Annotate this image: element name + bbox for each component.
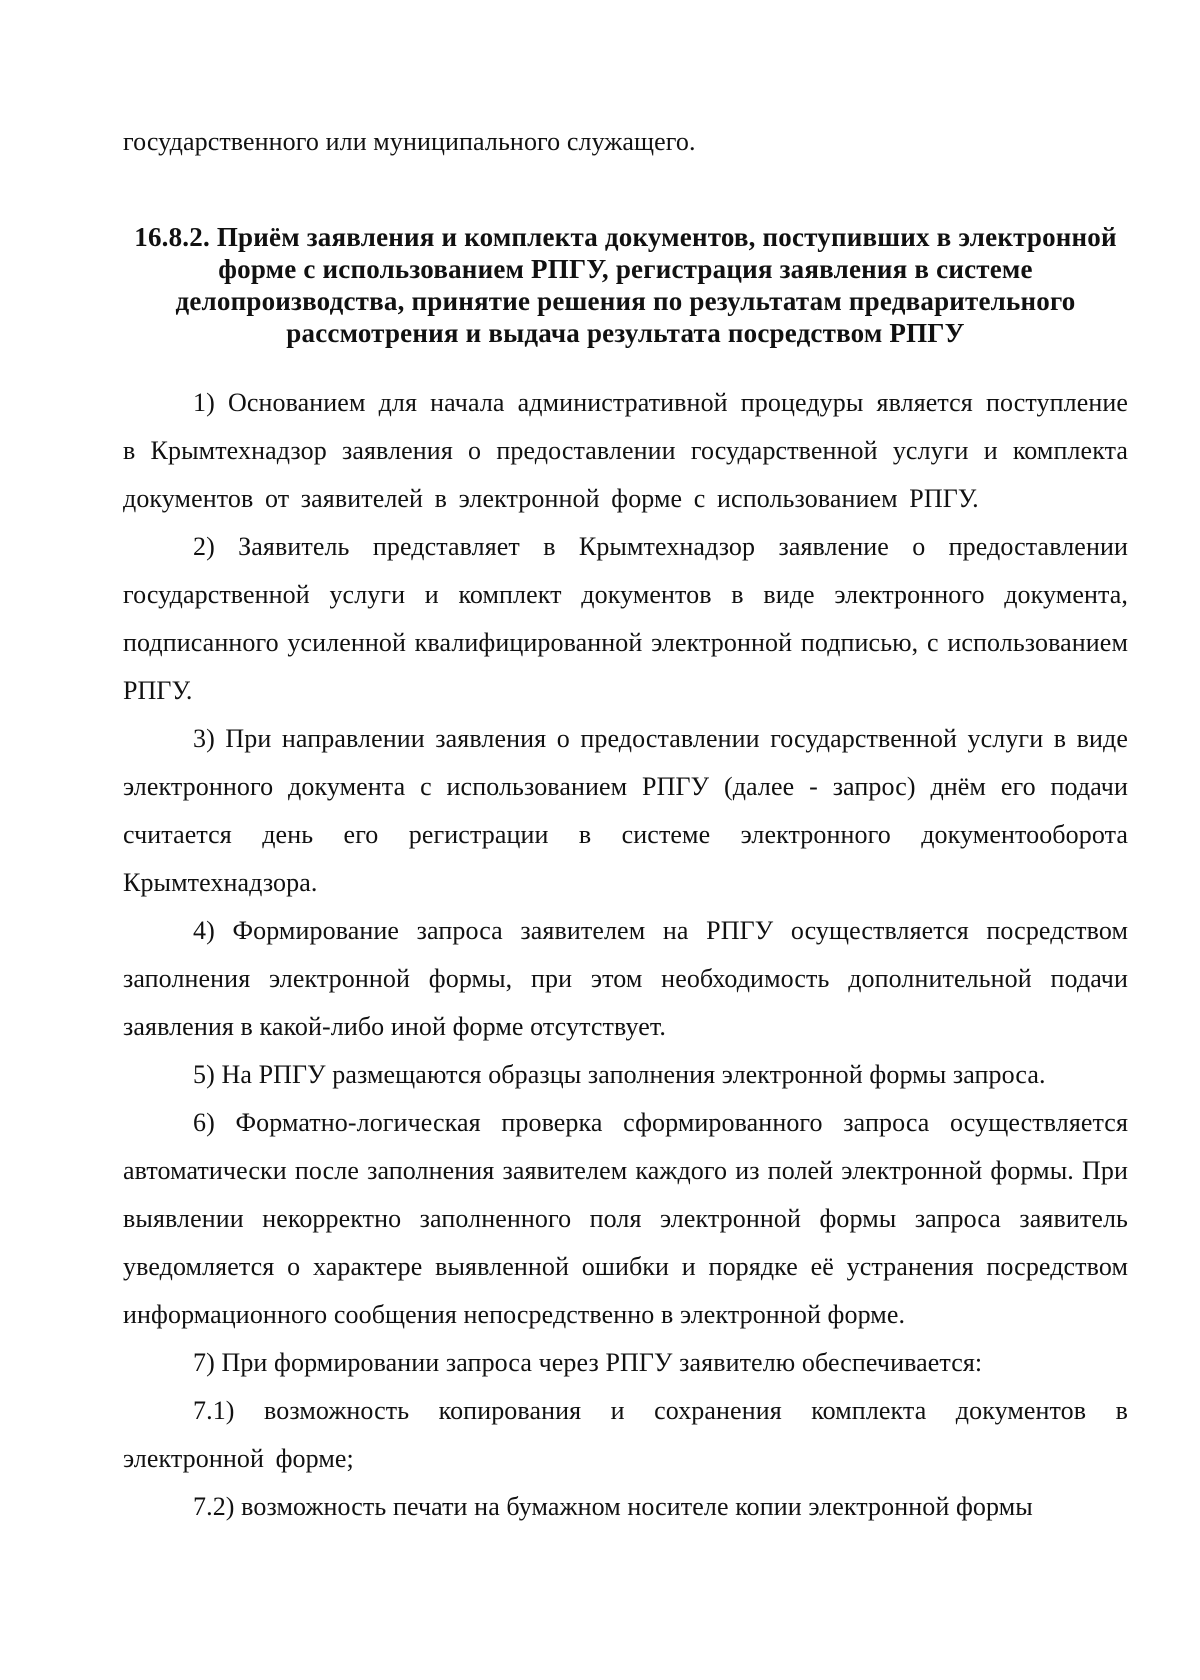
paragraph-5: 5) На РПГУ размещаются образцы заполнения электронной формы запроса.	[193, 1060, 1046, 1089]
opening-fragment: государственного или муниципального служащего.	[123, 127, 696, 156]
paragraph-3: 3) При направлении заявления о предоставлении государственной услуги в виде электронного документа с использованием РПГУ (далее - запрос) днём его подачи считается день его регистрации в системе электронного документооборота Крымтехнадзора.	[123, 724, 1128, 897]
document-body	[123, 118, 1128, 1531]
paragraph-7-2: 7.2) возможность печати на бумажном носителе копии электронной формы	[193, 1492, 1033, 1521]
paragraph-1: 1) Основанием для начала административной процедуры является поступление в Крымтехнадзор заявления о предоставлении государственной услуги и комплекта документов от заявителей в электронной форме с использованием РПГУ.	[123, 388, 1128, 513]
paragraph-7-1: 7.1) возможность копирования и сохранения комплекта документов в электронной форме;	[123, 1396, 1128, 1473]
paragraph-6: 6) Форматно-логическая проверка сформированного запроса осуществляется автоматически после заполнения заявителем каждого из полей электронной формы. При выявлении некорректно заполненного поля электронной формы запроса заявитель уведомляется о характере выявленной ошибки и порядке её устранения посредством информационного сообщения непосредственно в электронной форме.	[123, 1108, 1128, 1329]
paragraph-2: 2) Заявитель представляет в Крымтехнадзор заявление о предоставлении государственной услуги и комплект документов в виде электронного документа, подписанного усиленной квалифицированной электронной подписью, с использованием РПГУ.	[123, 532, 1128, 705]
paragraph-7: 7) При формировании запроса через РПГУ заявителю обеспечивается:	[193, 1348, 983, 1377]
paragraph-4: 4) Формирование запроса заявителем на РПГУ осуществляется посредством заполнения электронной формы, при этом необходимость дополнительной подачи заявления в какой-либо иной форме отсутствует.	[123, 916, 1128, 1041]
section-heading: 16.8.2. Приём заявления и комплекта документов, поступивших в электронной форме с использованием РПГУ, регистрация заявления в системе делопроизводства, принятие решения по результатам предварительного рассмотрения и выдача результата посредством РПГУ	[134, 222, 1117, 348]
